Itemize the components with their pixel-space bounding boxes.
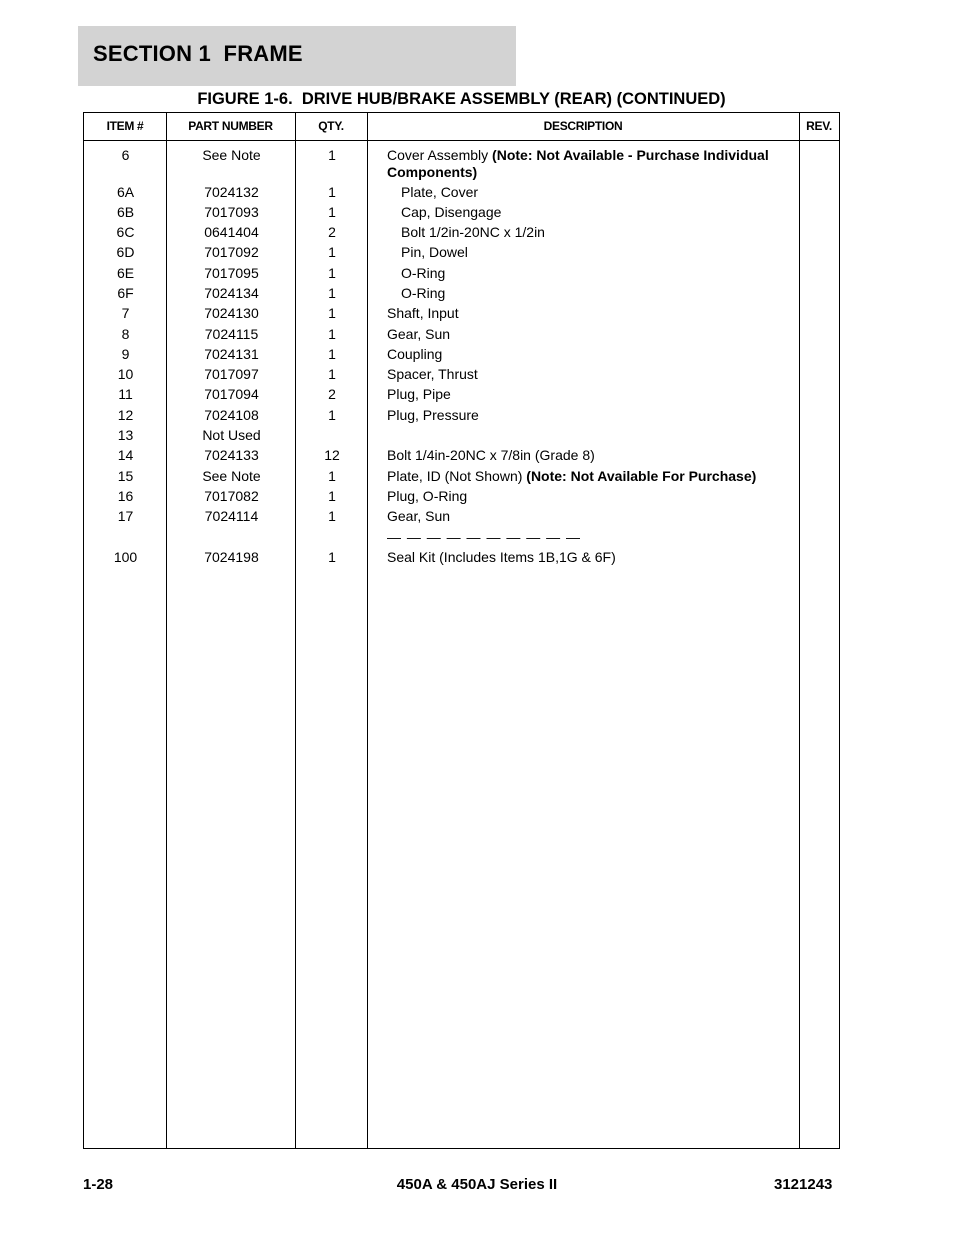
quantity: 2: [328, 224, 336, 241]
table-row: [84, 340, 839, 360]
item-number: 13: [117, 427, 134, 444]
description-note: (Note: Not Available For Purchase): [526, 467, 757, 484]
model-name: 450A & 450AJ Series II: [396, 1176, 558, 1193]
description-text: Pin, Dowel: [401, 244, 468, 261]
table-row: [84, 482, 839, 502]
item-number: 11: [118, 386, 133, 403]
item-number: 100: [113, 548, 138, 565]
header-item: ITEM #: [106, 119, 144, 133]
part-number: 7024114: [204, 508, 259, 525]
description-text: O-Ring: [401, 264, 446, 281]
item-number: 12: [117, 406, 134, 423]
item-number: 15: [117, 467, 134, 484]
item-number: 9: [121, 345, 130, 362]
quantity: 1: [328, 548, 336, 565]
item-number: 6B: [116, 203, 135, 220]
item-number: 14: [117, 447, 134, 464]
page-number: 1-28: [83, 1176, 114, 1193]
part-number: See Note: [202, 147, 261, 163]
description-text: Plate, ID (Not Shown): [387, 467, 527, 484]
table-row: [84, 299, 839, 322]
table-header: [84, 113, 839, 141]
description-text: Coupling: [387, 345, 443, 362]
part-number: 7024133: [204, 447, 259, 464]
table-row: [84, 441, 839, 464]
figure-title: FIGURE 1-6. DRIVE HUB/BRAKE ASSEMBLY (REAR) (CONTINUED): [197, 90, 726, 108]
table-row: [84, 360, 839, 383]
part-number: 7024115: [204, 325, 259, 342]
table-row: [84, 380, 839, 403]
header-qty: QTY.: [318, 119, 344, 133]
part-number: See Note: [202, 467, 261, 484]
description: [387, 549, 797, 566]
part-number: 0641404: [204, 224, 259, 241]
description: [387, 147, 797, 181]
part-number: 7024108: [204, 406, 259, 423]
header-part-number: PART NUMBER: [188, 119, 273, 133]
quantity: 1: [328, 325, 336, 342]
description-text: Gear, Sun: [387, 508, 451, 525]
part-number: 7017094: [204, 386, 259, 403]
description-note: (Note: Not Available - Purchase Individual Components): [387, 147, 769, 180]
item-number: 7: [121, 305, 130, 322]
table-row: [84, 543, 839, 563]
item-number: 10: [117, 366, 134, 383]
part-number: 7024132: [204, 183, 259, 200]
quantity: 1: [328, 244, 336, 261]
part-number: 7017095: [204, 264, 259, 281]
description-text: Shaft, Input: [387, 305, 459, 322]
table-row: [84, 401, 839, 421]
header-rev: REV.: [806, 119, 832, 133]
part-number: 7024130: [204, 305, 259, 322]
description-text: Plug, Pipe: [387, 386, 451, 403]
quantity: 1: [328, 366, 336, 383]
quantity: 12: [324, 447, 340, 464]
table-row: [84, 238, 839, 261]
description-text: Spacer, Thrust: [387, 366, 478, 383]
item-number: 16: [117, 487, 134, 504]
item-number: 6F: [117, 284, 134, 301]
description-text: Cover Assembly: [387, 147, 493, 163]
part-number: 7024134: [204, 284, 259, 301]
quantity: 1: [328, 487, 336, 504]
part-number: 7017092: [204, 244, 259, 261]
item-number: 6E: [116, 264, 135, 281]
description-text: Plate, Cover: [401, 183, 479, 200]
table-row: [84, 502, 839, 525]
quantity: 1: [328, 183, 336, 200]
table-row: [84, 178, 839, 198]
quantity: 1: [328, 147, 336, 163]
quantity: 1: [328, 467, 336, 484]
table-body: [84, 141, 839, 563]
item-number: 8: [121, 325, 130, 342]
table-row: [84, 198, 839, 218]
part-number: 7024198: [204, 548, 259, 565]
table-row: [84, 279, 839, 299]
part-number: 7017082: [204, 487, 259, 504]
item-number: 6D: [116, 244, 135, 261]
part-number: 7017093: [204, 203, 259, 220]
description-text: Seal Kit (Includes Items 1B,1G & 6F): [387, 548, 616, 565]
quantity: 1: [328, 264, 336, 281]
description-text: O-Ring: [401, 284, 446, 301]
document-number: 3121243: [774, 1176, 833, 1193]
item-number: 6C: [116, 224, 135, 241]
item-number: 6: [121, 147, 130, 163]
row-divider: — — — — — — — — — —: [387, 528, 582, 545]
quantity: 1: [328, 345, 336, 362]
part-number: 7024131: [204, 345, 259, 362]
part-number: 7017097: [204, 366, 259, 383]
parts-table: [83, 112, 840, 1149]
table-row: [84, 320, 839, 340]
quantity: 2: [328, 386, 336, 403]
section-banner: [78, 26, 516, 86]
quantity: 1: [328, 508, 336, 525]
section-title: SECTION 1 FRAME: [93, 41, 303, 66]
table-row: [84, 141, 839, 178]
quantity: 1: [328, 305, 336, 322]
description-text: Plug, O-Ring: [387, 487, 468, 504]
description-text: Plug, Pressure: [387, 406, 479, 423]
table-row: [84, 259, 839, 279]
description-text: Bolt 1/2in-20NC x 1/2in: [401, 224, 545, 241]
quantity: 1: [328, 203, 336, 220]
table-row: [84, 218, 839, 241]
description-text: Cap, Disengage: [401, 203, 502, 220]
description-text: Gear, Sun: [387, 325, 451, 342]
table-row: [84, 462, 839, 482]
table-divider-row: [84, 523, 839, 543]
quantity: 1: [328, 284, 336, 301]
part-number: Not Used: [202, 427, 261, 444]
item-number: 17: [117, 508, 134, 525]
description-text: Bolt 1/4in-20NC x 7/8in (Grade 8): [387, 447, 595, 464]
quantity: 1: [328, 406, 336, 423]
item-number: 6A: [116, 183, 135, 200]
header-description: DESCRIPTION: [543, 119, 623, 133]
table-row: [84, 421, 839, 444]
